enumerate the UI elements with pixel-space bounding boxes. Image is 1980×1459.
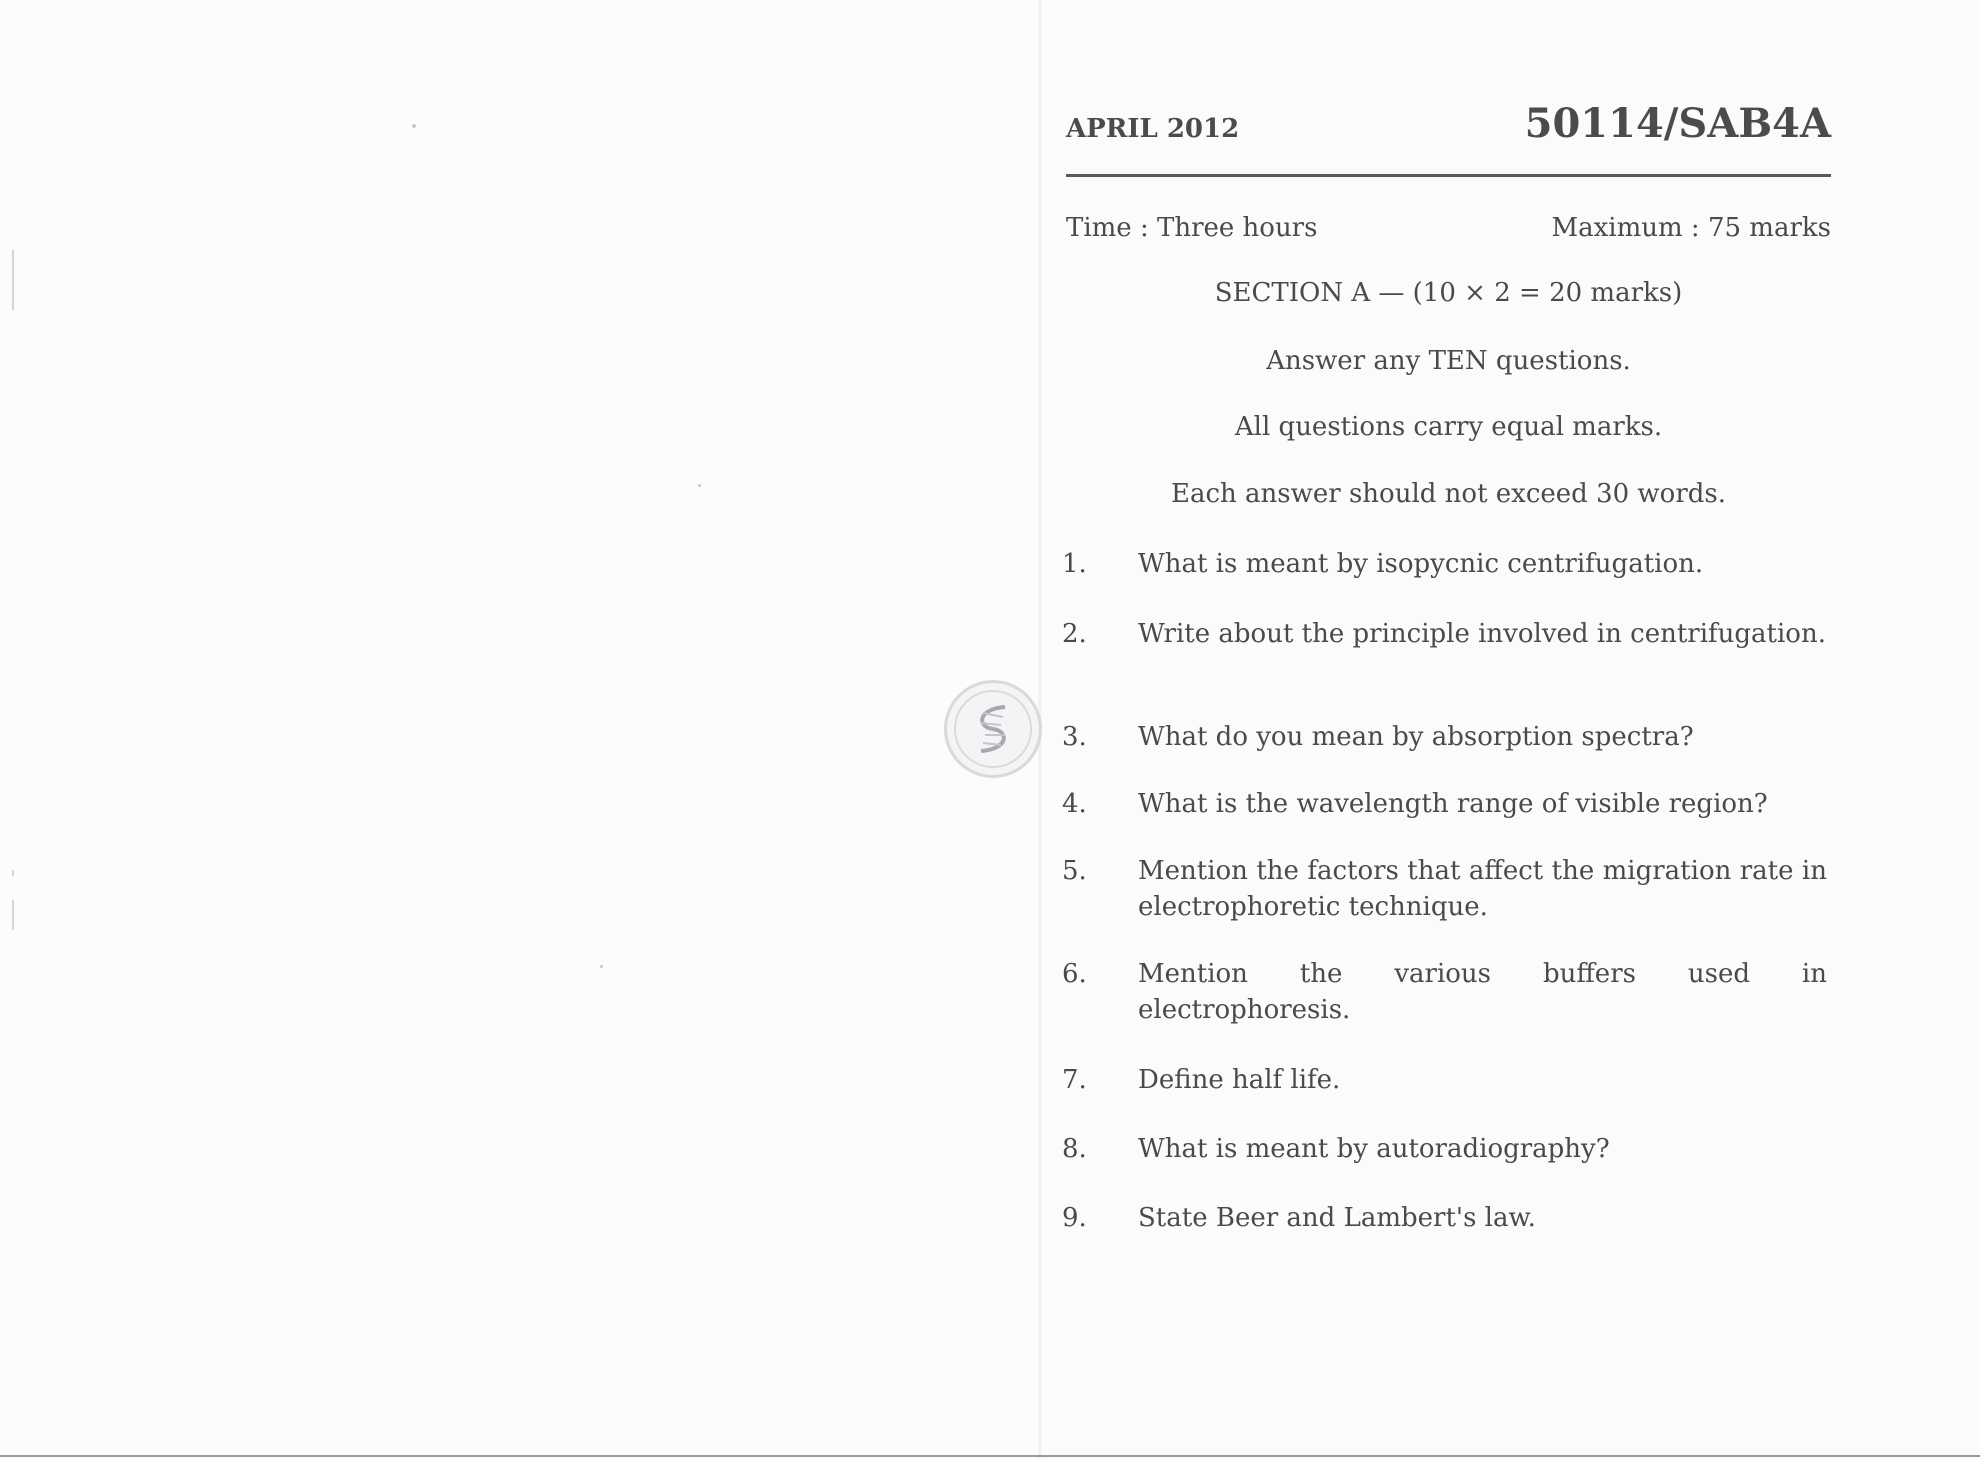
question-text: What is meant by autoradiography? bbox=[1138, 1134, 1610, 1164]
paper-speck bbox=[600, 965, 603, 968]
question-text: Mention the factors that affect the migration rate in electrophoretic technique. bbox=[1138, 856, 1827, 922]
question-item bbox=[1062, 546, 1827, 582]
question-text: Define half life. bbox=[1138, 1065, 1341, 1095]
question-item bbox=[1062, 1131, 1827, 1167]
paper-code: 50114/SAB4A bbox=[1524, 100, 1831, 147]
question-number: 7. bbox=[1062, 1065, 1087, 1095]
instruction-line: Answer any TEN questions. bbox=[1266, 346, 1631, 376]
question-item bbox=[1062, 956, 1827, 1028]
question-item bbox=[1062, 1062, 1827, 1098]
paper-speck bbox=[698, 484, 701, 487]
question-number: 1. bbox=[1062, 549, 1087, 579]
paper-speck bbox=[412, 124, 416, 128]
question-number: 8. bbox=[1062, 1134, 1087, 1164]
question-text: Mention the various buffers used in electrophoresis. bbox=[1138, 959, 1827, 1025]
question-number: 9. bbox=[1062, 1203, 1087, 1233]
question-number: 2. bbox=[1062, 619, 1087, 649]
dna-seal-icon bbox=[944, 680, 1042, 778]
question-item bbox=[1062, 786, 1827, 822]
scan-bottom-edge bbox=[0, 1455, 1980, 1457]
maximum-marks: Maximum : 75 marks bbox=[1551, 213, 1831, 243]
question-number: 5. bbox=[1062, 856, 1087, 886]
header-rule bbox=[1066, 174, 1831, 177]
paper-edge-mark bbox=[12, 870, 14, 876]
question-item bbox=[1062, 616, 1827, 652]
question-text: What do you mean by absorption spectra? bbox=[1138, 722, 1694, 752]
question-item bbox=[1062, 1200, 1827, 1236]
instruction-line: Each answer should not exceed 30 words. bbox=[1170, 479, 1727, 509]
exam-duration: Time : Three hours bbox=[1066, 213, 1318, 243]
question-text: State Beer and Lambert's law. bbox=[1138, 1203, 1536, 1233]
question-text: Write about the principle involved in centrifugation. bbox=[1138, 619, 1826, 649]
question-item bbox=[1062, 719, 1827, 755]
instruction-line: All questions carry equal marks. bbox=[1234, 412, 1663, 442]
question-text: What is meant by isopycnic centrifugation. bbox=[1138, 549, 1704, 579]
question-number: 3. bbox=[1062, 722, 1087, 752]
question-text: What is the wavelength range of visible region? bbox=[1138, 789, 1768, 819]
paper-edge-mark bbox=[12, 900, 14, 930]
section-title: SECTION A — (10 × 2 = 20 marks) bbox=[1214, 278, 1683, 308]
exam-date: APRIL 2012 bbox=[1066, 114, 1240, 144]
paper-edge-mark bbox=[12, 250, 14, 310]
exam-meta bbox=[1066, 213, 1831, 249]
question-item bbox=[1062, 853, 1827, 925]
question-number: 4. bbox=[1062, 789, 1087, 819]
question-number: 6. bbox=[1062, 959, 1087, 989]
exam-header bbox=[1066, 100, 1831, 160]
